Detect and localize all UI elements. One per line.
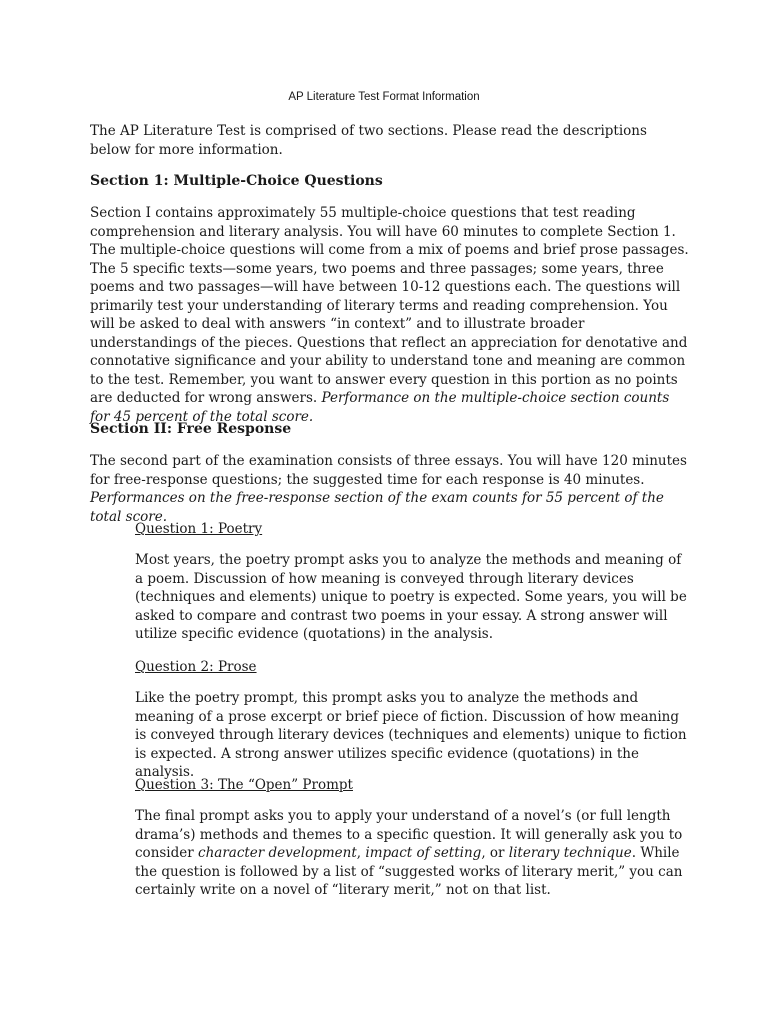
question2-heading: Question 2: Prose — [135, 659, 257, 675]
question1-paragraph: Most years, the poetry prompt asks you to analyze the methods and meaning of a poem. Discussion of how meaning is conveyed through literary devices (techniques and elements) unique to poetry is expected. Some years, you will be asked to compare and contrast two poems in your essay. A strong answer will utilize specific evidence (quotations) in the analysis. — [135, 552, 687, 642]
section1-body: Section I contains approximately 55 multiple-choice questions that test reading comprehension and literary analysis. You will have 60 minutes to complete Section 1. The multiple-choice questions will come from a mix of poems and brief prose passages. The 5 specific texts—some years, two poems and three passages; some years, three poems and two passages—will have between 10-12 questions each. The questions will primarily test your understanding of literary terms and reading comprehension. You will be asked to deal with answers “in context” and to illustrate broader understandings of the pieces. Questions that reflect an appreciation for denotative and connotative significance and your ability to understand tone and meaning are common to the test. Remember, you want to answer every question in this portion as no points are deducted for wrong answers. — [90, 205, 689, 406]
section1-paragraph — [90, 204, 690, 426]
question3-body-start: The final prompt asks you to apply your understand of a novel’s (or full length drama’s) methods and themes to a specific question. It will generally ask you to consider — [135, 808, 683, 861]
question3-paragraph — [135, 807, 691, 900]
question3-separator-1: , — [356, 845, 362, 861]
section1-heading: Section 1: Multiple-Choice Questions — [90, 173, 383, 189]
section1-emphasis: Performance on the multiple-choice section counts for 45 percent of the total score. — [90, 390, 670, 425]
question3-separator-2: , or — [481, 845, 505, 861]
question2-paragraph: Like the poetry prompt, this prompt asks you to analyze the methods and meaning of a prose excerpt or brief piece of fiction. Discussion of how meaning is conveyed through literary devices (techniques and elements) unique to fiction is expected. A strong answer utilizes specific evidence (quotations) in the analysis. — [135, 690, 687, 780]
intro-paragraph: The AP Literature Test is comprised of two sections. Please read the descriptions below for more information. — [90, 123, 647, 158]
section2-heading: Section II: Free Response — [90, 421, 292, 437]
question3-emphasis-2: impact of setting — [365, 845, 482, 861]
section2-body: The second part of the examination consists of three essays. You will have 120 minutes for free-response questions; the suggested time for each response is 40 minutes. — [90, 453, 687, 488]
section2-paragraph — [90, 452, 690, 526]
question1-heading: Question 1: Poetry — [135, 521, 263, 537]
question3-body-end: . While the question is followed by a list of “suggested works of literary merit,” you can certainly write on a novel of “literary merit,” not on that list. — [135, 845, 683, 898]
question3-heading: Question 3: The “Open” Prompt — [135, 777, 353, 793]
document-title: AP Literature Test Format Information — [288, 91, 480, 103]
question3-emphasis-3: literary technique — [508, 845, 632, 861]
section2-emphasis: Performances on the free-response section of the exam counts for 55 percent of the total score. — [90, 490, 664, 525]
question3-emphasis-1: character development — [198, 845, 357, 861]
